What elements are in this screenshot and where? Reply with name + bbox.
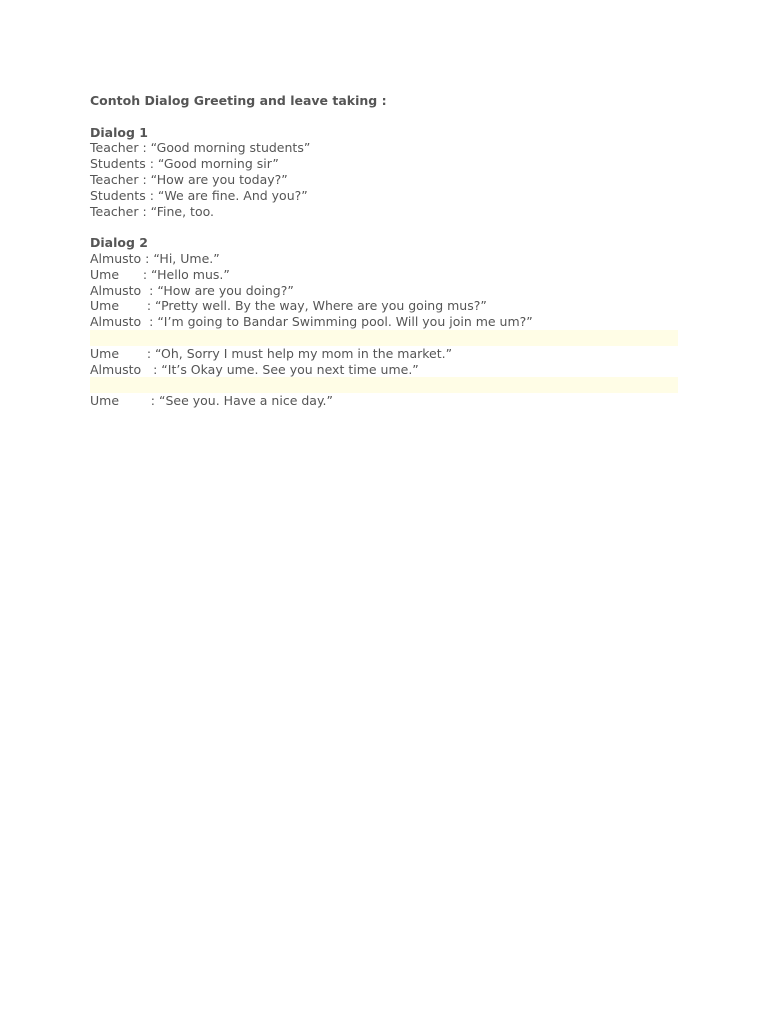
dialog2-line: Ume : “See you. Have a nice day.”	[90, 393, 334, 409]
document-title: Contoh Dialog Greeting and leave taking :	[90, 93, 387, 108]
dialog2-line: Ume : “Oh, Sorry I must help my mom in the market.”	[90, 345, 453, 361]
dialog1-line: Teacher : “Fine, too.	[90, 203, 214, 219]
dialog2-line: Ume : “Hello mus.”	[90, 266, 230, 282]
dialog2-heading: Dialog 2	[90, 235, 148, 251]
dialog2-line: Almusto : “I’m going to Bandar Swimming pool. Will you join me um?”	[90, 314, 533, 330]
document-content	[90, 93, 680, 409]
dialog1-line: Students : “We are fine. And you?”	[90, 187, 308, 203]
highlighted-blank-line	[90, 330, 678, 346]
dialog2-line: Ume : “Pretty well. By the way, Where are you going mus?”	[90, 298, 487, 314]
dialog2-line: Almusto : “How are you doing?”	[90, 282, 294, 298]
dialog1-heading: Dialog 1	[90, 124, 148, 140]
dialog1-line: Students : “Good morning sir”	[90, 156, 279, 172]
blank-line	[90, 219, 680, 235]
highlighted-blank-line	[90, 377, 678, 393]
blank-line	[90, 109, 680, 125]
dialog1-line: Teacher : “Good morning students”	[90, 140, 311, 156]
dialog2-line: Almusto : “It’s Okay ume. See you next time ume.”	[90, 361, 419, 377]
dialog1-line: Teacher : “How are you today?”	[90, 171, 288, 187]
dialog2-line: Almusto : “Hi, Ume.”	[90, 250, 220, 266]
